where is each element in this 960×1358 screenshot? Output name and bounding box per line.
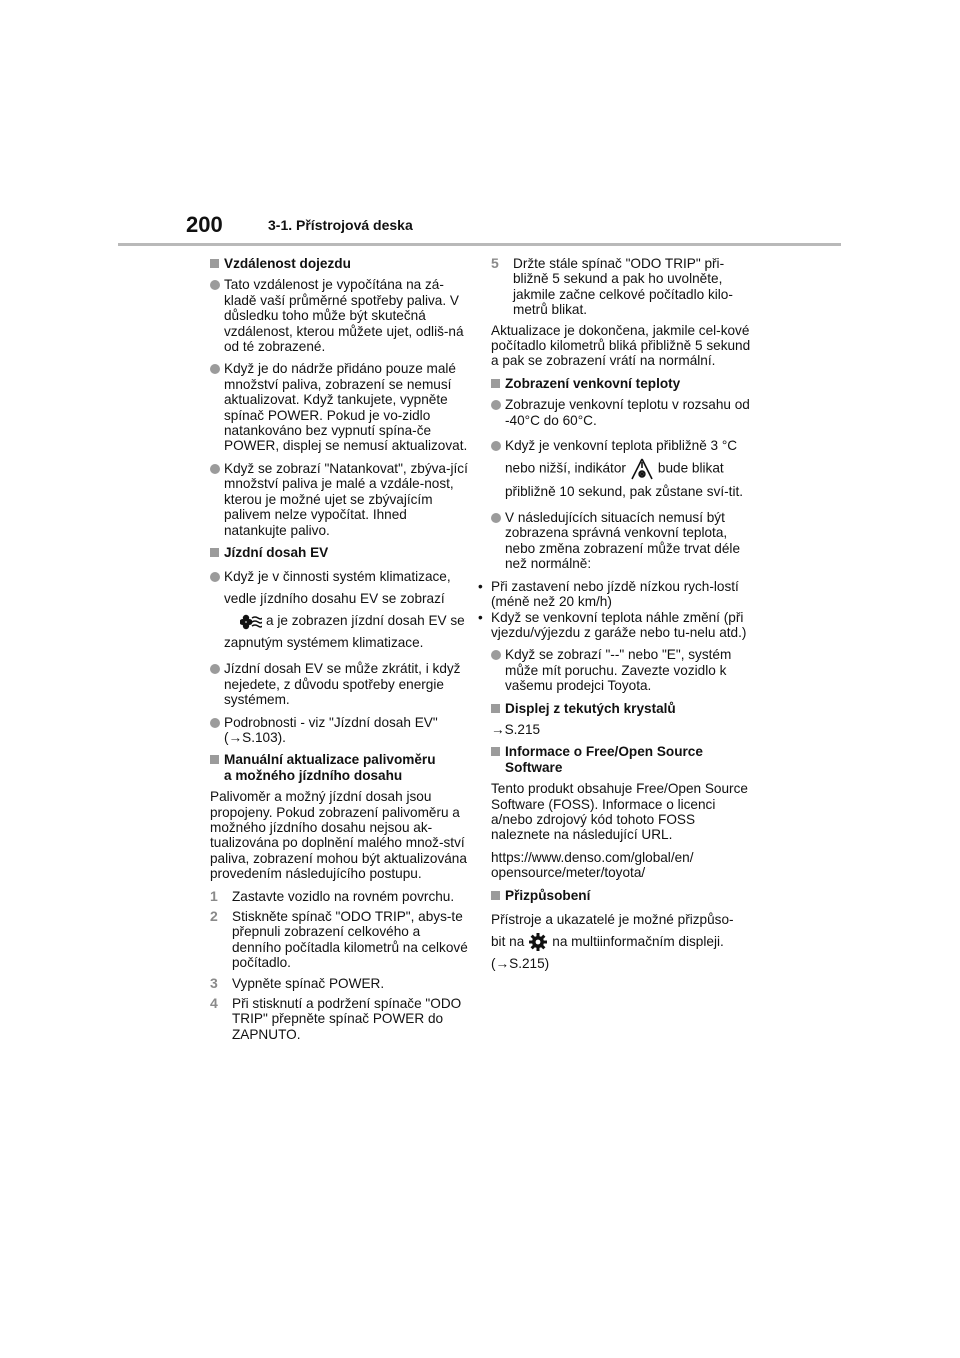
dot-bullet-icon (210, 464, 220, 474)
heading-manual-update: Manuální aktualizace palivoměru a možného jízdního dosahu (210, 752, 472, 783)
step-2: 2 Stiskněte spínač "ODO TRIP", abys-te přepnuli zobrazení celkového a denního počítadla kilometrů na celkové počítadlo. (210, 908, 468, 971)
header-divider (118, 243, 841, 246)
square-bullet-icon (210, 755, 219, 764)
square-bullet-icon (491, 379, 500, 388)
page-number: 200 (186, 212, 223, 237)
dot-bullet-icon (491, 650, 501, 660)
bullet: Podrobnosti - viz "Jízdní dosah EV" (→S.103). (210, 715, 472, 746)
dot-bullet-icon (491, 513, 501, 523)
square-bullet-icon (491, 891, 500, 900)
paragraph: Přístroje a ukazatelé je možné přizpůso- bit na na multiinformačním displeji. (→S.215) (491, 912, 734, 971)
bullet: Když se zobrazí "--" nebo "E", systém může mít poruchu. Zavezte vozidlo k vašemu prodejci Toyota. (491, 647, 753, 693)
paragraph: Aktualizace je dokončena, jakmile cel-kové počítadlo kilometrů bliká přibližně 5 sekund a pak se zobrazení vrátí na normální. (491, 322, 751, 369)
paragraph: Tento produkt obsahuje Free/Open Source Software (FOSS). Informace o licenci a/nebo zdrojový kód tohoto FOSS naleznete na následující URL. (491, 781, 748, 843)
section-title: 3-1. Přístrojová deska (268, 217, 413, 233)
heading-range: Vzdálenost dojezdu (210, 256, 472, 271)
sub-bullet: • Při zastavení nebo jízdě nízkou rych-lostí (méně než 20 km/h) (478, 578, 739, 610)
dot-bullet-icon (210, 664, 220, 674)
climate-fan-icon (240, 612, 262, 632)
page-reference: (→S.103). (224, 729, 286, 745)
step-3: 3 Vypněte spínač POWER. (210, 974, 385, 991)
dot-bullet-icon (210, 718, 220, 728)
square-bullet-icon (210, 259, 219, 268)
ice-warning-icon (630, 457, 654, 481)
square-bullet-icon (491, 747, 500, 756)
step-4: 4 Při stisknutí a podržení spínače "ODO TRIP" přepněte spínač POWER do ZAPNUTO. (210, 995, 462, 1042)
bullet: Když je v činnosti systém klimatizace, vedle jízdního dosahu EV se zobrazí a je zobrazen jízdní dosah EV se zapnutým systémem klimatizace. (210, 566, 472, 654)
dot-bullet-icon (210, 572, 220, 582)
heading-outside-temp: Zobrazení venkovní teploty (491, 376, 753, 391)
dot-bullet-icon (210, 364, 220, 374)
bullet: Když je do nádrže přidáno pouze malé množství paliva, zobrazení se nemusí aktualizovat. Když tankujete, vypněte spínač POWER. Pokud je vo-zidlo natankováno bez vypnutí spína-če POWER, displej se nemusí aktualizovat. (210, 361, 472, 453)
heading-ev-range: Jízdní dosah EV (210, 545, 472, 560)
heading-foss: Informace o Free/Open Source Software (491, 744, 753, 775)
gear-icon (528, 932, 548, 952)
step-5: 5 Držte stále spínač "ODO TRIP" při-bližně 5 sekund a pak ho uvolněte, jakmile začne celkové počítadlo kilo-metrů blikat. (491, 255, 733, 318)
bullet: Zobrazuje venkovní teplotu v rozsahu od -40°C do 60°C. (491, 397, 753, 428)
heading-lcd: Displej z tekutých krystalů (491, 701, 753, 716)
bullet: Tato vzdálenost je vypočítána na zá-kladě vaší průměrné spotřeby paliva. V důsledku toho může být skutečná vzdálenost, kterou můžete ujet, odliš-ná od té zobrazené. (210, 277, 472, 354)
paragraph: Palivoměr a možný jízdní dosah jsou propojeny. Pokud zobrazení palivoměru a možného jízdního dosahu nejsou ak-tualizována po doplnění malého množ-ství paliva, zobrazení mohou být aktualizována provedením následujícího postupu. (210, 789, 467, 882)
bullet: Když je venkovní teplota přibližně 3 °C nebo nižší, indikátor bude blikat přibližně 10 sekund, pak zůstane sví-tit. (491, 435, 753, 503)
foss-url: https://www.denso.com/global/en/ opensource/meter/toyota/ (491, 849, 694, 881)
bullet: Jízdní dosah EV se může zkrátit, i když nejedete, z důvodu spotřeby energie systémem. (210, 661, 472, 707)
square-bullet-icon (491, 704, 500, 713)
left-column (210, 256, 472, 1047)
dot-bullet-icon (491, 400, 501, 410)
page-reference: →S.215 (491, 721, 541, 737)
sub-bullet: • Když se venkovní teplota náhle změní (při vjezdu/výjezdu z garáže nebo tu-nelu atd.) (478, 609, 747, 640)
bullet: Když se zobrazí "Natankovat", zbýva-jící množství paliva je malé a vzdále-nost, kterou je možné ujet se zbývajícím palivem nelze vypočítat. Ihned natankujte palivo. (210, 461, 472, 538)
dot-bullet-icon (491, 441, 501, 451)
square-bullet-icon (210, 548, 219, 557)
right-column (478, 255, 753, 982)
page-reference: (→S.215) (491, 956, 550, 971)
step-1: 1 Zastavte vozidlo na rovném povrchu. (210, 887, 455, 904)
heading-customization: Přizpůsobení (491, 888, 753, 903)
dot-bullet-icon (210, 280, 220, 290)
bullet: V následujících situacích nemusí být zobrazena správná venkovní teplota, nebo změna zobrazení může trvat déle než normálně: (491, 510, 753, 572)
